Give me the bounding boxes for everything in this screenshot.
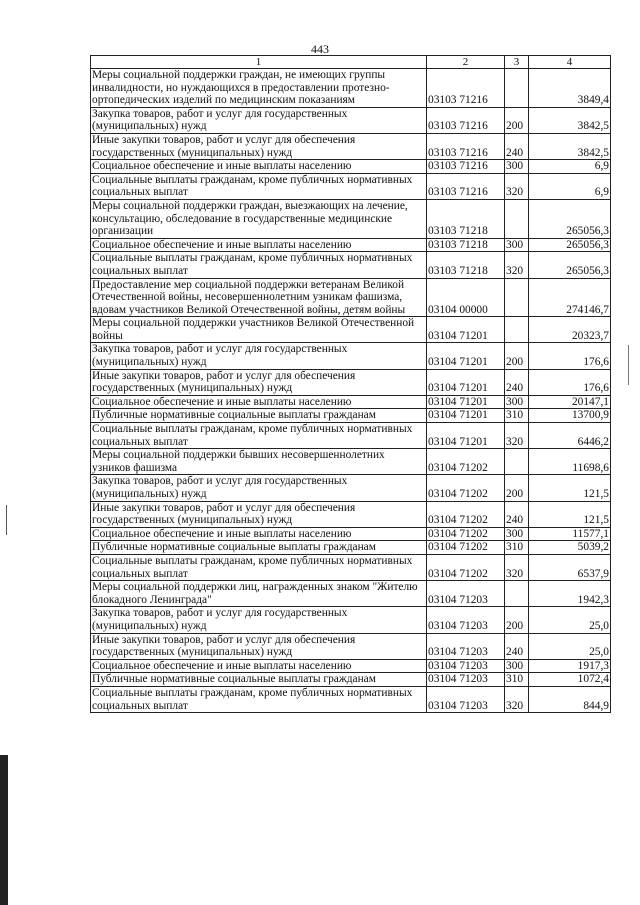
cell-amount: 11577,1 xyxy=(529,527,611,541)
cell-code: 03104 71201 xyxy=(427,395,505,409)
column-header-kind: 3 xyxy=(505,56,529,69)
cell-name: Социальные выплаты гражданам, кроме публичных нормативных социальных выплат xyxy=(91,686,427,712)
cell-code: 03104 71203 xyxy=(427,659,505,673)
cell-code: 03104 71202 xyxy=(427,501,505,527)
table-row xyxy=(91,581,611,607)
cell-amount: 20147,1 xyxy=(529,395,611,409)
cell-amount: 3849,4 xyxy=(529,69,611,108)
cell-kind: 300 xyxy=(505,160,529,174)
cell-name: Социальное обеспечение и иные выплаты населению xyxy=(91,160,427,174)
cell-code: 03103 71216 xyxy=(427,107,505,133)
cell-name: Иные закупки товаров, работ и услуг для обеспечения государственных (муниципальных) нужд xyxy=(91,369,427,395)
cell-code: 03104 71203 xyxy=(427,633,505,659)
cell-kind: 320 xyxy=(505,173,529,199)
cell-kind: 320 xyxy=(505,554,529,580)
cell-code: 03103 71216 xyxy=(427,69,505,108)
cell-amount: 11698,6 xyxy=(529,449,611,475)
cell-kind: 200 xyxy=(505,107,529,133)
cell-name: Меры социальной поддержки граждан, выезжающих на лечение, консультацию, обследование в государственные медицинские организации xyxy=(91,199,427,238)
scan-artifact xyxy=(6,505,7,535)
cell-kind: 310 xyxy=(505,409,529,423)
cell-kind xyxy=(505,449,529,475)
cell-kind: 300 xyxy=(505,659,529,673)
cell-code: 03103 71218 xyxy=(427,199,505,238)
cell-kind: 200 xyxy=(505,475,529,501)
cell-amount: 25,0 xyxy=(529,607,611,633)
cell-code: 03104 71203 xyxy=(427,673,505,687)
cell-kind: 310 xyxy=(505,541,529,555)
table-row xyxy=(91,607,611,633)
table-row xyxy=(91,252,611,278)
cell-code: 03103 71216 xyxy=(427,133,505,159)
table-body xyxy=(91,69,611,713)
scan-artifact xyxy=(0,755,8,905)
cell-kind: 320 xyxy=(505,252,529,278)
cell-kind xyxy=(505,199,529,238)
table-row xyxy=(91,317,611,343)
cell-name: Иные закупки товаров, работ и услуг для обеспечения государственных (муниципальных) нужд xyxy=(91,133,427,159)
cell-kind: 300 xyxy=(505,395,529,409)
table-row xyxy=(91,133,611,159)
table-row xyxy=(91,686,611,712)
cell-kind: 310 xyxy=(505,673,529,687)
table-row xyxy=(91,369,611,395)
cell-name: Социальное обеспечение и иные выплаты населению xyxy=(91,527,427,541)
cell-name: Социальные выплаты гражданам, кроме публичных нормативных социальных выплат xyxy=(91,423,427,449)
table-row xyxy=(91,527,611,541)
cell-name: Меры социальной поддержки граждан, не имеющих группы инвалидности, но нуждающихся в предоставлении протезно-ортопедических изделий по медицинским показаниям xyxy=(91,69,427,108)
cell-code: 03104 00000 xyxy=(427,278,505,317)
cell-code: 03104 71201 xyxy=(427,409,505,423)
cell-amount: 6,9 xyxy=(529,160,611,174)
table-row xyxy=(91,238,611,252)
column-header-code: 2 xyxy=(427,56,505,69)
cell-kind: 240 xyxy=(505,501,529,527)
table-row xyxy=(91,199,611,238)
table-row xyxy=(91,343,611,369)
cell-kind: 300 xyxy=(505,238,529,252)
cell-name: Иные закупки товаров, работ и услуг для обеспечения государственных (муниципальных) нужд xyxy=(91,501,427,527)
cell-name: Публичные нормативные социальные выплаты гражданам xyxy=(91,673,427,687)
cell-code: 03104 71202 xyxy=(427,527,505,541)
cell-name: Социальное обеспечение и иные выплаты населению xyxy=(91,659,427,673)
cell-kind: 240 xyxy=(505,633,529,659)
cell-name: Меры социальной поддержки участников Великой Отечественной войны xyxy=(91,317,427,343)
cell-code: 03104 71203 xyxy=(427,686,505,712)
cell-amount: 1917,3 xyxy=(529,659,611,673)
table-row xyxy=(91,423,611,449)
budget-table xyxy=(90,55,611,713)
cell-amount: 3842,5 xyxy=(529,107,611,133)
cell-code: 03103 71218 xyxy=(427,238,505,252)
cell-amount: 121,5 xyxy=(529,501,611,527)
cell-kind: 240 xyxy=(505,369,529,395)
cell-name: Социальные выплаты гражданам, кроме публичных нормативных социальных выплат xyxy=(91,252,427,278)
table-row xyxy=(91,409,611,423)
cell-name: Публичные нормативные социальные выплаты гражданам xyxy=(91,409,427,423)
cell-amount: 265056,3 xyxy=(529,252,611,278)
cell-code: 03104 71203 xyxy=(427,581,505,607)
cell-amount: 176,6 xyxy=(529,369,611,395)
table-row xyxy=(91,633,611,659)
cell-amount: 25,0 xyxy=(529,633,611,659)
cell-amount: 265056,3 xyxy=(529,199,611,238)
cell-code: 03104 71201 xyxy=(427,369,505,395)
column-header-name: 1 xyxy=(91,56,427,69)
cell-amount: 1942,3 xyxy=(529,581,611,607)
cell-code: 03104 71201 xyxy=(427,317,505,343)
cell-amount: 121,5 xyxy=(529,475,611,501)
cell-code: 03104 71202 xyxy=(427,475,505,501)
cell-code: 03104 71203 xyxy=(427,607,505,633)
table-row xyxy=(91,69,611,108)
cell-amount: 13700,9 xyxy=(529,409,611,423)
cell-code: 03103 71216 xyxy=(427,173,505,199)
cell-kind: 320 xyxy=(505,423,529,449)
cell-name: Меры социальной поддержки бывших несовершеннолетних узников фашизма xyxy=(91,449,427,475)
cell-code: 03103 71216 xyxy=(427,160,505,174)
cell-kind xyxy=(505,317,529,343)
cell-amount: 1072,4 xyxy=(529,673,611,687)
cell-kind xyxy=(505,278,529,317)
cell-name: Закупка товаров, работ и услуг для государственных (муниципальных) нужд xyxy=(91,343,427,369)
cell-amount: 6446,2 xyxy=(529,423,611,449)
cell-code: 03104 71202 xyxy=(427,541,505,555)
cell-amount: 274146,7 xyxy=(529,278,611,317)
cell-kind: 240 xyxy=(505,133,529,159)
cell-amount: 6537,9 xyxy=(529,554,611,580)
cell-name: Меры социальной поддержки лиц, награжденных знаком "Жителю блокадного Ленинграда" xyxy=(91,581,427,607)
cell-kind xyxy=(505,581,529,607)
cell-kind: 320 xyxy=(505,686,529,712)
cell-code: 03103 71218 xyxy=(427,252,505,278)
cell-amount: 20323,7 xyxy=(529,317,611,343)
table-row xyxy=(91,278,611,317)
cell-kind xyxy=(505,69,529,108)
column-header-amount: 4 xyxy=(529,56,611,69)
cell-amount: 6,9 xyxy=(529,173,611,199)
table-row xyxy=(91,173,611,199)
table-row xyxy=(91,541,611,555)
table-row xyxy=(91,659,611,673)
cell-name: Закупка товаров, работ и услуг для государственных (муниципальных) нужд xyxy=(91,475,427,501)
cell-kind: 200 xyxy=(505,607,529,633)
cell-name: Закупка товаров, работ и услуг для государственных (муниципальных) нужд xyxy=(91,607,427,633)
table-row xyxy=(91,107,611,133)
cell-name: Предоставление мер социальной поддержки ветеранам Великой Отечественной войны, несовершеннолетним узникам фашизма, вдовам участников Великой Отечественной войны, детям войны xyxy=(91,278,427,317)
cell-code: 03104 71201 xyxy=(427,423,505,449)
table-row xyxy=(91,160,611,174)
cell-code: 03104 71202 xyxy=(427,449,505,475)
cell-amount: 176,6 xyxy=(529,343,611,369)
cell-name: Иные закупки товаров, работ и услуг для обеспечения государственных (муниципальных) нужд xyxy=(91,633,427,659)
cell-code: 03104 71202 xyxy=(427,554,505,580)
cell-name: Социальное обеспечение и иные выплаты населению xyxy=(91,395,427,409)
table-row xyxy=(91,673,611,687)
table-row xyxy=(91,554,611,580)
cell-name: Социальное обеспечение и иные выплаты населению xyxy=(91,238,427,252)
cell-name: Закупка товаров, работ и услуг для государственных (муниципальных) нужд xyxy=(91,107,427,133)
cell-amount: 3842,5 xyxy=(529,133,611,159)
scan-artifact xyxy=(628,345,629,385)
table-row xyxy=(91,395,611,409)
page-number: 443 xyxy=(311,42,329,56)
cell-name: Социальные выплаты гражданам, кроме публичных нормативных социальных выплат xyxy=(91,173,427,199)
cell-kind: 200 xyxy=(505,343,529,369)
cell-amount: 844,9 xyxy=(529,686,611,712)
cell-amount: 265056,3 xyxy=(529,238,611,252)
table-row xyxy=(91,475,611,501)
table-row xyxy=(91,501,611,527)
cell-kind: 300 xyxy=(505,527,529,541)
table-header-row xyxy=(91,56,611,69)
cell-code: 03104 71201 xyxy=(427,343,505,369)
table-row xyxy=(91,449,611,475)
cell-amount: 5039,2 xyxy=(529,541,611,555)
cell-name: Публичные нормативные социальные выплаты гражданам xyxy=(91,541,427,555)
cell-name: Социальные выплаты гражданам, кроме публичных нормативных социальных выплат xyxy=(91,554,427,580)
